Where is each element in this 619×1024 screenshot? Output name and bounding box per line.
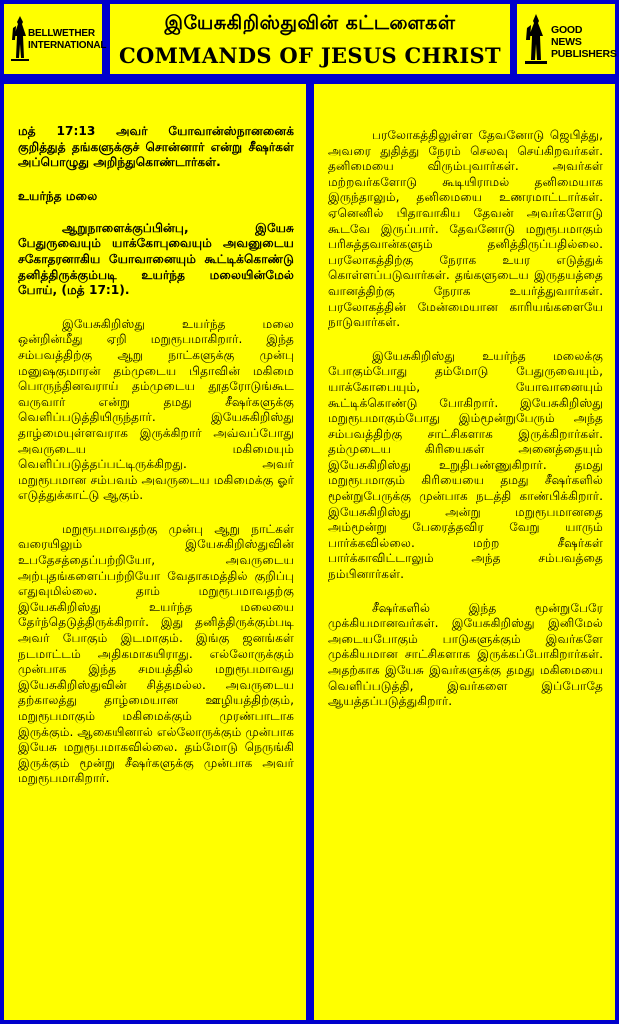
logo-right-line2: PUBLISHERS [551, 48, 617, 60]
page-title-english: COMMANDS OF JESUS CHRIST [119, 43, 501, 68]
right-paragraph-3: சீஷர்களில் இந்த மூன்றுபேரே முக்கியமானவர்கள். இயேசுகிறிஸ்து இனிமேல் அடையபோகும் பாடுகளுக்கும் இவர்களே முக்கியமான சாட்சிகளாக இருக்கப்போகிறார்கள். அதற்காக இயேசு இவர்களுக்கு தமது மகிமையை வெளிப்படுத்தி, இவர்களை இப்போதே ஆயத்தப்படுத்துகிறார். [328, 600, 603, 709]
right-column [314, 84, 615, 1020]
page-title-tamil: இயேசுகிறிஸ்துவின் கட்டளைகள் [164, 12, 456, 34]
title-box [110, 4, 510, 74]
logo-left-line1: BELLWETHER [28, 28, 95, 39]
bellwether-logo [4, 4, 107, 74]
right-paragraph-1: பரலோகத்திலுள்ள தேவனோடு ஜெபித்து, அவரை துதித்து நேரம் செலவு செய்கிறவர்கள். தனிமையை விரும்புவார்கள். அவர்கள் மற்றவர்களோடு கூடியிராமல் தனிமையாக இருந்தாலும், தனிமையை உணரமாட்டார்கள். ஏனெனில் பிதாவாகிய தேவன் அவர்களோடு கூடவே இருப்பார். தேவனோடு மறுரூபமாகும் பரிசுத்தவான்களும் தனித்திருப்பதில்லை. பரலோகத்திற்கு நேராக உயர எடுத்துக் கொள்ளப்படுவார்கள். தங்களுடைய இருதயத்தை வானத்திற்கு நேராக உயர்த்துவார்கள். பரலோகத்தின் மேன்மையான காரியங்களையே நாடுவார்கள். [328, 128, 603, 330]
key-verse: ஆறுநாளைக்குப்பின்பு, இயேசு பேதுருவையும் யாக்கோபுவையும் அவனுடைய சகோதரனாகிய யோவானையும் கூட்டிக்கொண்டு தனித்திருக்கும்படி உயர்ந்த மலையின்மேல் போய், (மத் 17:1). [18, 220, 294, 298]
left-paragraph-1: இயேசுகிறிஸ்து உயர்ந்த மலை ஒன்றின்மீது ஏறி மறுரூபமாகிறார். இந்த சம்பவத்திற்கு ஆறு நாட்களுக்கு முன்பு மனுஷகுமாரன் தம்முடைய பிதாவின் மகிமை பொருந்தினவராய் தம்முடைய தூதரோடுங்கூட வருவார் என்று தமது சீஷர்களுக்கு வெளிப்படுத்தியிருந்தார். இயேசுகிறிஸ்து தாழ்மையுள்ளவராக இருக்கிறார் அவ்வப்போது அவருடைய மகிமையும் வெளிப்படுத்தப்பட்டிருக்கிறது. அவர் மறுரூபமான சம்பவம் அவருடைய மகிமைக்கு ஓர் எடுத்துக்காட்டு ஆகும். [18, 316, 294, 503]
left-column [4, 84, 306, 1020]
header-bar [0, 0, 619, 80]
section-heading: உயர்ந்த மலை [18, 188, 98, 203]
logo-right-line1: GOOD NEWS [551, 24, 583, 48]
logo-left-line2: INTERNATIONAL [28, 40, 107, 51]
good-news-logo [517, 4, 615, 74]
good-news-figure-icon [523, 12, 549, 66]
right-paragraph-2: இயேசுகிறிஸ்து உயர்ந்த மலைக்கு போகும்போது தம்மோடு பேதுருவையும், யாக்கோபையும், யோவானையும் கூட்டிக்கொண்டு போகிறார். இயேசுகிறிஸ்து மறுரூபமாகும்போது இம்மூன்றுபேரும் அந்த சம்பவத்திற்கு சாட்சிகளாக இருக்கிறார்கள். தம்முடைய கிரியைகள் அனைத்தையும் இயேசுகிறிஸ்து உறுதிபண்ணுகிறார். தமது மறுரூபமாகும் கிரியையை தமது சீஷர்களில் மூன்றுபேருக்கு முன்பாக நடத்தி காண்பிக்கிறார். இயேசுகிறிஸ்து அன்று மறுரூபமானதை அம்மூன்று பேரைத்தவிர வேறு யாரும் பார்க்கவில்லை. மற்ற சீஷர்கள் பார்க்காவிட்டாலும் அந்த சம்பவத்தை நம்பினார்கள். [328, 348, 603, 582]
bellwether-figure-icon [10, 14, 30, 64]
left-paragraph-2: மறுரூபமாவதற்கு முன்பு ஆறு நாட்கள் வரையிலும் இயேசுகிறிஸ்துவின் உபதேசத்தைப்பற்றியோ, அவருடைய அற்புதங்களைப்பற்றியோ வேதாகமத்தில் குறிப்பு எதுவுமில்லை. தாம் மறுரூபமாவதற்கு இயேசுகிறிஸ்து உயர்ந்த மலையை தேர்ந்தெடுத்திருக்கிறார். இது தனித்திருக்கும்படி அவர் போகும் இடமாகும். இங்கு ஜனங்கள் நடமாட்டம் அதிகமாகயிராது. எல்லோருக்கும் முன்பாக இந்த சமயத்தில் மறுரூபமாவது இயேசுகிறிஸ்துவின் சித்தமல்ல. அவருடைய தற்காலத்து தாழ்மையான ஊழியத்திற்கும், மறுரூபமாகும் மகிமைக்கும் முரண்பாடாக இருக்கும். ஆகையினால் எல்லோருக்கும் முன்பாக இயேசு மறுரூபமாகவில்லை. தம்மோடு நெருங்கி இருக்கும் மூன்று சீஷர்களுக்கு முன்பாக அவர் மறுரூபமாகிறார். [18, 521, 294, 786]
intro-verse: மத் 17:13 அவர் யோவான்ஸ்நானனைக் குறித்துத் தங்களுக்குச் சொன்னார் என்று சீஷர்கள் அப்பொழுது அறிந்துகொண்டார்கள். [18, 124, 294, 170]
content-area [0, 80, 619, 1024]
